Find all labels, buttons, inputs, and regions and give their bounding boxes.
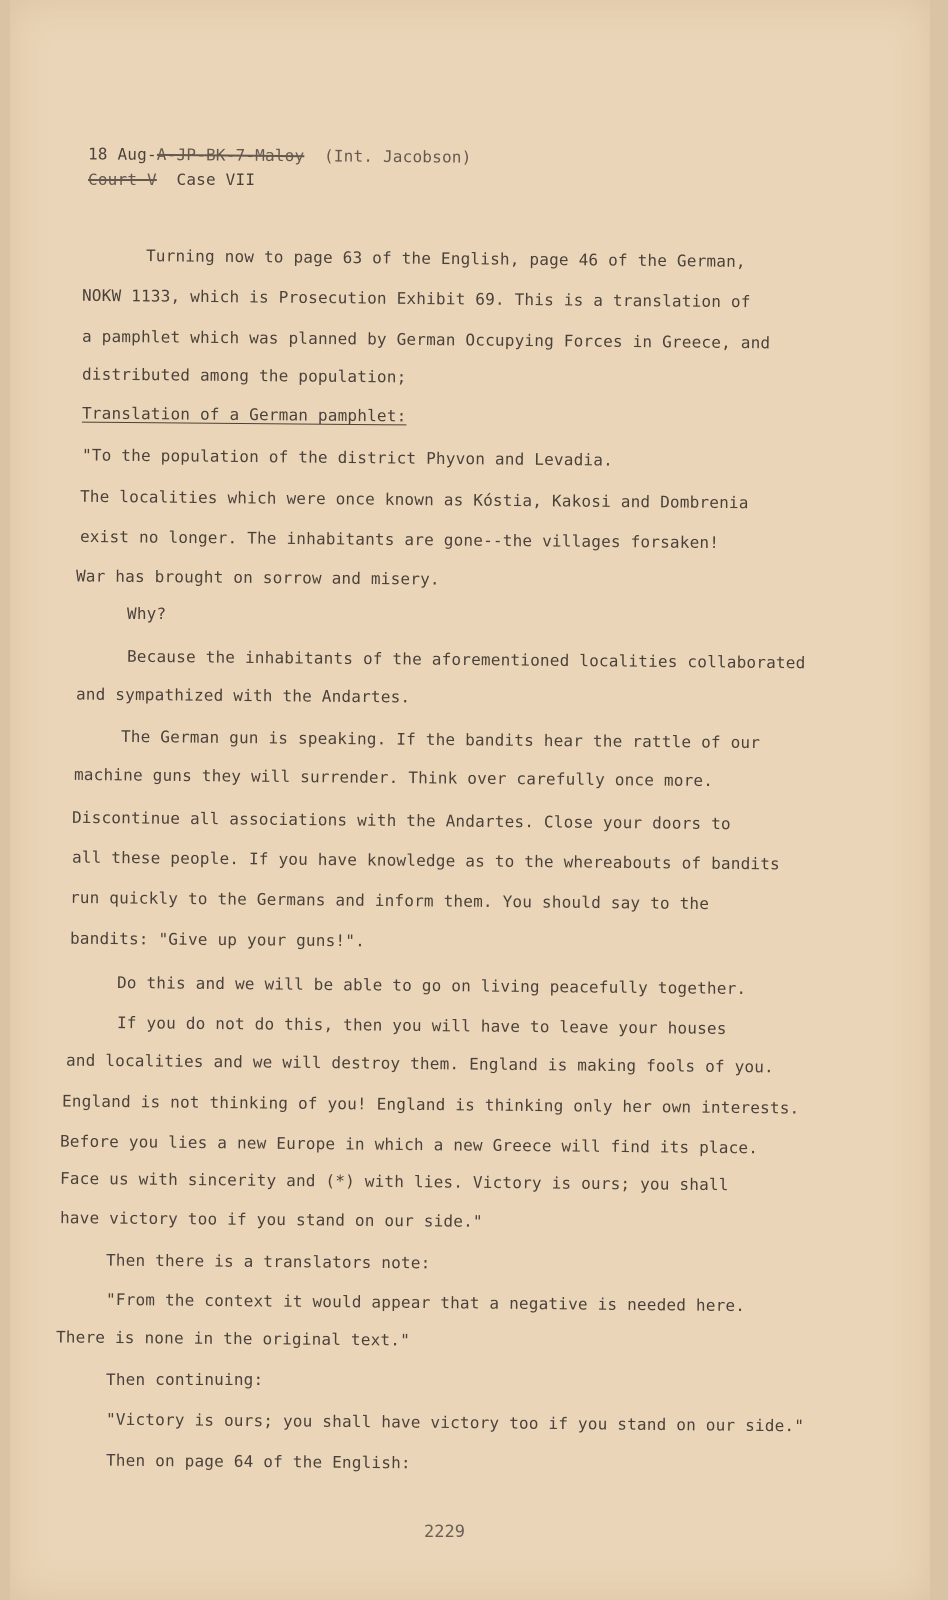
body-line: run quickly to the Germans and inform them. You should say to the xyxy=(69,887,710,914)
body-line: Do this and we will be able to go on living peacefully together. xyxy=(116,972,747,999)
body-line: and sympathized with the Andartes. xyxy=(75,684,411,707)
header-court: Court V xyxy=(88,170,157,189)
header-interpreter: (Int. Jacobson) xyxy=(323,146,472,167)
body-line: a pamphlet which was planned by German Occupying Forces in Greece, and xyxy=(81,326,771,353)
header-line-1 xyxy=(88,144,472,166)
body-line: "From the context it would appear that a negative is needed here. xyxy=(105,1289,746,1316)
header-struck-code: A-JP-BK-7-Maloy xyxy=(156,144,305,166)
header-date: 18 Aug- xyxy=(87,144,157,164)
header-case: Case VII xyxy=(176,170,256,189)
body-line: Then on page 64 of the English: xyxy=(105,1450,411,1473)
body-line: Before you lies a new Europe in which a new Greece will find its place. xyxy=(59,1131,759,1158)
body-line: Then there is a translators note: xyxy=(105,1250,431,1273)
body-line: Then continuing: xyxy=(106,1370,264,1389)
body-line: and localities and we will destroy them. England is making fools of you. xyxy=(65,1050,775,1077)
body-line: NOKW 1133, which is Prosecution Exhibit 69. This is a translation of xyxy=(81,285,751,312)
body-line: Face us with sincerity and (*) with lies. Victory is ours; you shall xyxy=(59,1168,729,1195)
body-line: England is not thinking of you! England is thinking only her own interests. xyxy=(61,1091,800,1118)
body-line: Discontinue all associations with the Andartes. Close your doors to xyxy=(71,807,731,834)
body-line: bandits: "Give up your guns!". xyxy=(69,928,366,951)
body-line: War has brought on sorrow and misery. xyxy=(75,566,440,589)
body-line: "To the population of the district Phyvon and Levadia. xyxy=(81,445,614,470)
body-line: have victory too if you stand on our side." xyxy=(59,1208,483,1231)
body-line: The localities which were once known as Kóstia, Kakosi and Dombrenia xyxy=(79,486,749,513)
body-line: Because the inhabitants of the aforementioned localities collaborated xyxy=(126,646,806,673)
body-line: distributed among the population; xyxy=(81,364,407,387)
header-line-2 xyxy=(88,170,255,189)
document-page xyxy=(10,0,930,1600)
body-line: Turning now to page 63 of the English, page 46 of the German, xyxy=(145,246,746,271)
body-line: There is none in the original text." xyxy=(55,1327,411,1350)
body-line: If you do not do this, then you will have to leave your houses xyxy=(116,1013,727,1038)
body-line: Why? xyxy=(127,604,167,623)
body-line: "Victory is ours; you shall have victory too if you stand on our side." xyxy=(105,1409,805,1436)
body-line: all these people. If you have knowledge as to the whereabouts of bandits xyxy=(71,847,781,874)
body-line: machine guns they will surrender. Think over carefully once more. xyxy=(73,764,714,791)
page-number: 2229 xyxy=(424,1522,465,1542)
body-line: The German gun is speaking. If the bandits hear the rattle of our xyxy=(120,726,761,753)
section-heading: Translation of a German pamphlet: xyxy=(81,403,407,426)
body-line: exist no longer. The inhabitants are gone--the villages forsaken! xyxy=(79,526,720,553)
